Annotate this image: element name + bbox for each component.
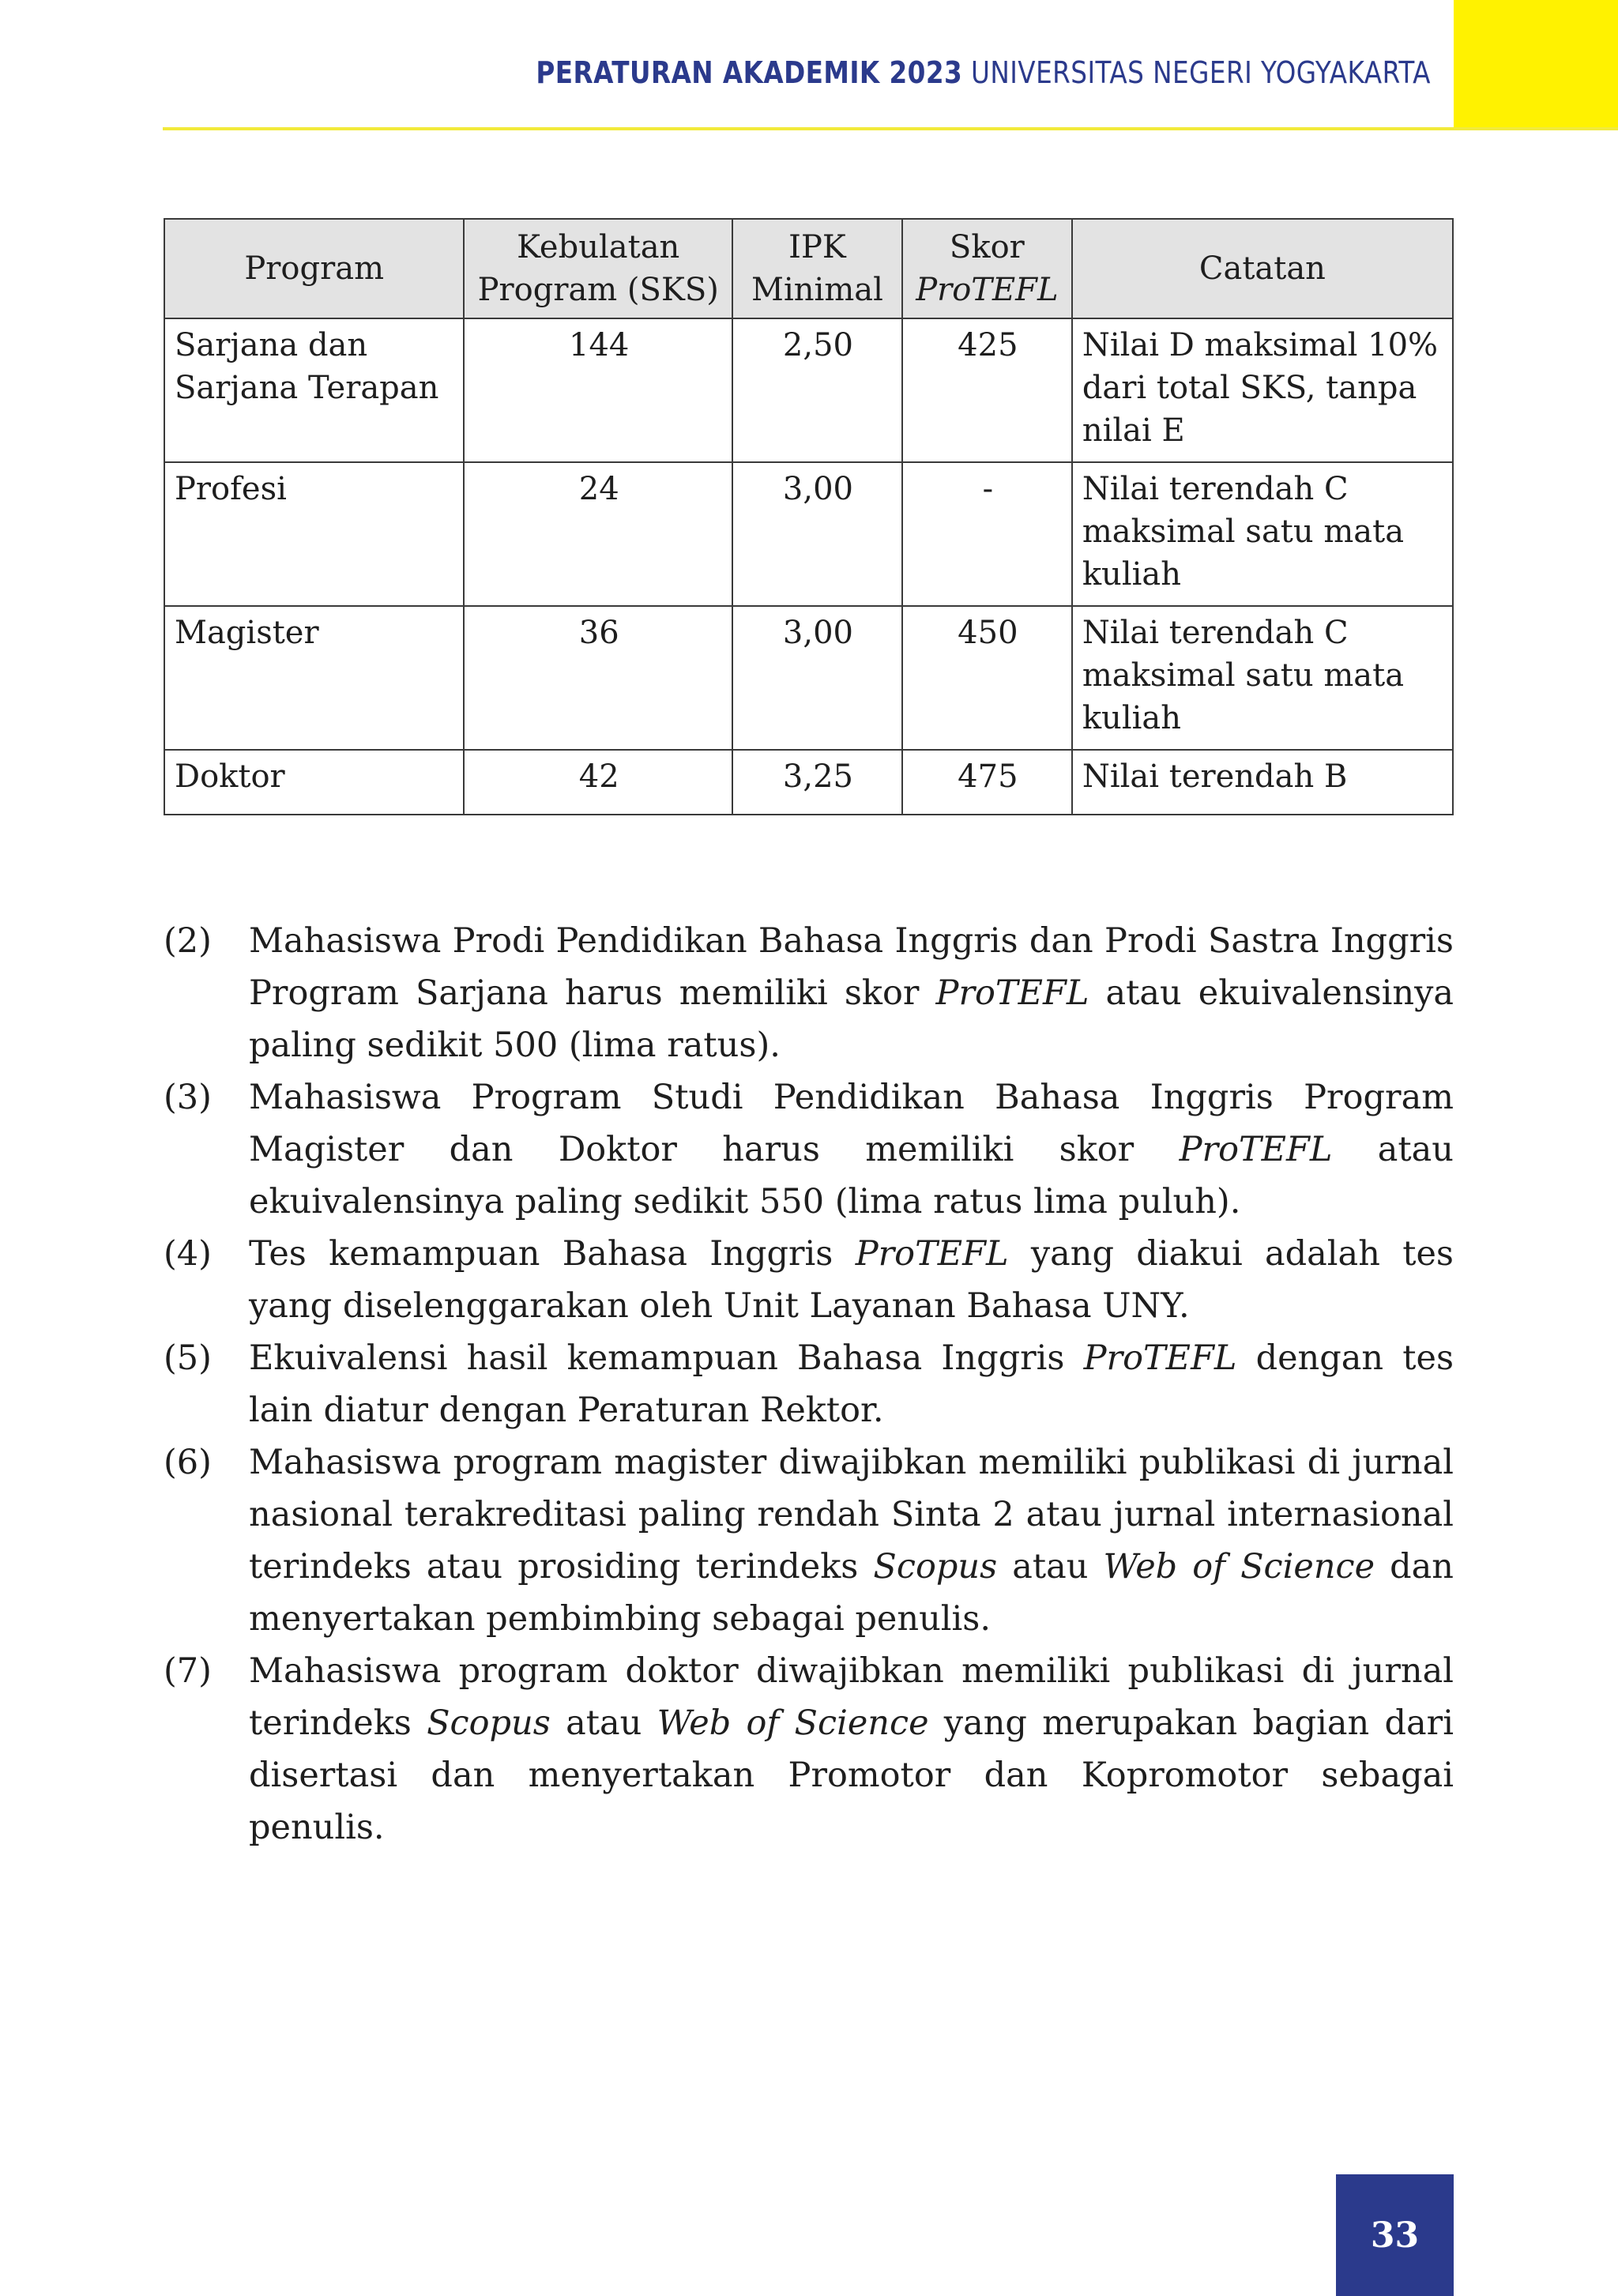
table-row [164,750,1453,815]
cell-ipk: 3,00 [732,462,902,606]
regulation-items [164,915,1454,1854]
cell-skor: 475 [902,750,1072,815]
cell-skor: - [902,462,1072,606]
cell-ipk: 3,00 [732,606,902,750]
table-header-row [164,219,1453,318]
list-item: (4) Tes kemampuan Bahasa Inggris ProTEFL yang diakui adalah tes yang diselenggarakan oleh Unit Layanan Bahasa UNY. [164,1228,1454,1332]
cell-skor: 450 [902,606,1072,750]
col-header-program: Program [164,219,464,318]
cell-program: Profesi [164,462,464,606]
col-header-ipk: IPK Minimal [732,219,902,318]
cell-sks: 36 [464,606,732,750]
item-marker: (2) [164,921,212,961]
graduation-requirements-table [164,218,1454,815]
list-item: (7) Mahasiswa program doktor diwajibkan memiliki publikasi di jurnal terindeks Scopus atau Web of Science yang merupakan bagian dari disertasi dan menyertakan Promotor dan Kopromotor sebagai penulis. [164,1645,1454,1854]
cell-program: Magister [164,606,464,750]
cell-catatan: Nilai terendah C maksimal satu mata kuliah [1072,462,1453,606]
col-header-skor: Skor ProTEFL [902,219,1072,318]
header-accent-tab [1454,0,1618,129]
header-title-rest: UNIVERSITAS NEGERI YOGYAKARTA [962,55,1431,90]
col-header-catatan: Catatan [1072,219,1453,318]
item-marker: (4) [164,1234,212,1274]
running-header [536,55,1431,90]
table-row [164,462,1453,606]
table-row [164,318,1453,462]
cell-skor: 425 [902,318,1072,462]
table-row [164,606,1453,750]
list-item: (5) Ekuivalensi hasil kemampuan Bahasa Inggris ProTEFL dengan tes lain diatur dengan Peraturan Rektor. [164,1332,1454,1436]
col-header-sks: Kebulatan Program (SKS) [464,219,732,318]
cell-program: Sarjana dan Sarjana Terapan [164,318,464,462]
cell-sks: 144 [464,318,732,462]
list-item: (3) Mahasiswa Program Studi Pendidikan Bahasa Inggris Program Magister dan Doktor harus memiliki skor ProTEFL atau ekuivalensinya paling sedikit 550 (lima ratus lima puluh). [164,1071,1454,1228]
list-item: (6) Mahasiswa program magister diwajibkan memiliki publikasi di jurnal nasional terakreditasi paling rendah Sinta 2 atau jurnal internasional terindeks atau prosiding terindeks Scopus atau Web of Science dan menyertakan pembimbing sebagai penulis. [164,1436,1454,1645]
item-marker: (3) [164,1078,212,1117]
list-item: (2) Mahasiswa Prodi Pendidikan Bahasa Inggris dan Prodi Sastra Inggris Program Sarjana harus memiliki skor ProTEFL atau ekuivalensinya paling sedikit 500 (lima ratus). [164,915,1454,1071]
cell-catatan: Nilai terendah C maksimal satu mata kuliah [1072,606,1453,750]
item-marker: (7) [164,1651,212,1691]
cell-ipk: 3,25 [732,750,902,815]
cell-program: Doktor [164,750,464,815]
cell-catatan: Nilai terendah B [1072,750,1453,815]
cell-ipk: 2,50 [732,318,902,462]
header-title-bold: PERATURAN AKADEMIK 2023 [536,55,963,90]
header-divider [163,127,1618,130]
item-marker: (5) [164,1338,212,1378]
page-number: 33 [1336,2174,1454,2296]
item-marker: (6) [164,1443,212,1482]
cell-sks: 42 [464,750,732,815]
cell-catatan: Nilai D maksimal 10% dari total SKS, tanpa nilai E [1072,318,1453,462]
cell-sks: 24 [464,462,732,606]
